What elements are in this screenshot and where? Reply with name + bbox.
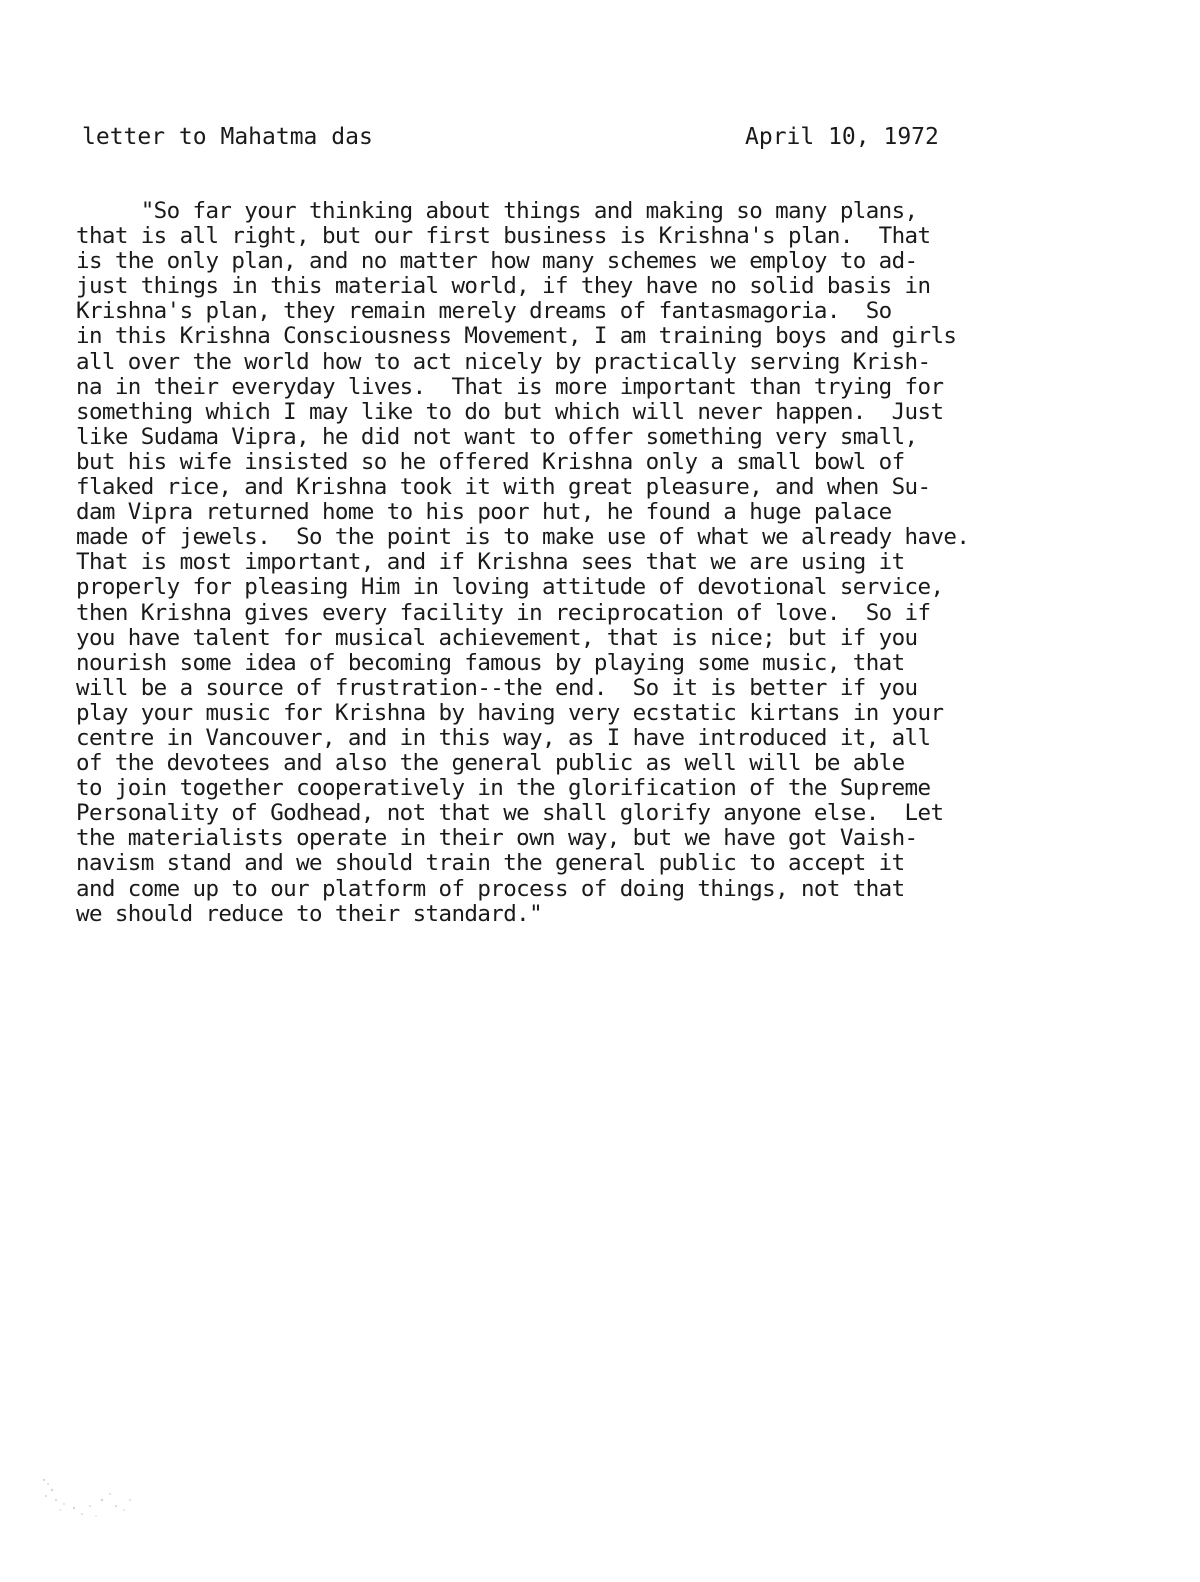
body-line: will be a source of frustration--the end. So it is better if you — [76, 674, 918, 701]
body-line: "So far your thinking about things and making so many plans, — [76, 198, 918, 224]
body-line: flaked rice, and Krishna took it with great pleasure, and when Su- — [76, 474, 931, 501]
body-line: made of jewels. So the point is to make use of what we already have. — [76, 524, 970, 551]
body-line: we should reduce to their standard." — [76, 900, 543, 927]
body-line: all over the world how to act nicely by practically serving Krish- — [76, 348, 931, 375]
body-line: centre in Vancouver, and in this way, as I have introduced it, all — [76, 724, 931, 751]
body-line: something which I may like to do but which will never happen. Just — [76, 398, 944, 425]
scan-smudge-mark — [30, 1470, 140, 1530]
body-line: na in their everyday lives. That is more important than trying for — [76, 373, 944, 400]
body-line: Krishna's plan, they remain merely dreams of fantasmagoria. So — [76, 298, 892, 325]
body-line: dam Vipra returned home to his poor hut, he found a huge palace — [76, 499, 892, 526]
letter-date: April 10, 1972 — [745, 124, 939, 150]
body-line: to join together cooperatively in the glorification of the Supreme — [76, 775, 931, 802]
body-line: Personality of Godhead, not that we shall glorify anyone else. Let — [76, 800, 944, 827]
body-line: and come up to our platform of process of doing things, not that — [76, 875, 905, 902]
body-line: of the devotees and also the general public as well will be able — [76, 750, 905, 777]
body-line: is the only plan, and no matter how many schemes we employ to ad- — [76, 248, 918, 275]
letter-header — [82, 122, 962, 152]
letter-recipient: letter to Mahatma das — [82, 124, 373, 150]
body-line: like Sudama Vipra, he did not want to offer something very small, — [76, 423, 918, 450]
body-line: That is most important, and if Krishna sees that we are using it — [76, 549, 905, 576]
body-line: play your music for Krishna by having very ecstatic kirtans in your — [76, 699, 944, 726]
body-line: properly for pleasing Him in loving attitude of devotional service, — [76, 574, 944, 601]
body-line: in this Krishna Consciousness Movement, I am training boys and girls — [76, 323, 957, 350]
body-line: that is all right, but our first business is Krishna's plan. That — [76, 223, 931, 250]
body-line: nourish some idea of becoming famous by playing some music, that — [76, 649, 905, 676]
body-line: but his wife insisted so he offered Krishna only a small bowl of — [76, 448, 905, 475]
body-line: you have talent for musical achievement, that is nice; but if you — [76, 624, 918, 651]
body-line: the materialists operate in their own way, but we have got Vaish- — [76, 825, 918, 852]
body-line: navism stand and we should train the general public to accept it — [76, 850, 905, 877]
body-line: just things in this material world, if they have no solid basis in — [76, 273, 931, 300]
body-line: then Krishna gives every facility in reciprocation of love. So if — [76, 599, 931, 626]
letter-quote-body — [76, 199, 1136, 927]
